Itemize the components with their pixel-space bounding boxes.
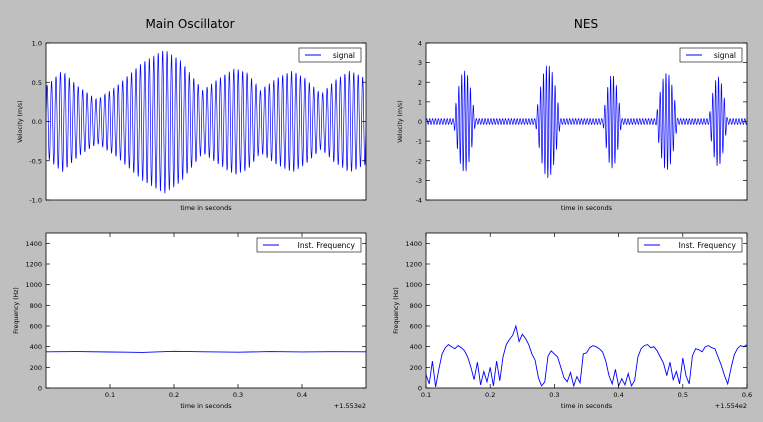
x-tick-label: 0.3 (549, 391, 560, 399)
y-tick-label: -3 (415, 176, 422, 185)
y-tick-label: -4 (415, 196, 422, 205)
legend-label: Inst. Frequency (297, 241, 355, 250)
y-tick-label: 0.5 (31, 78, 42, 87)
y-tick-label: 1200 (25, 260, 42, 269)
nes-signal-panel (397, 40, 747, 213)
x-offset-label: +1.554e2 (714, 402, 747, 410)
legend-label: Inst. Frequency (678, 241, 736, 250)
y-tick-label: 0 (37, 384, 42, 393)
y-tick-label: 400 (409, 343, 422, 352)
panel-title-nes: NES (573, 17, 599, 31)
y-tick-label: 1400 (25, 239, 42, 248)
y-tick-label: 3 (417, 59, 422, 68)
y-tick-label: 200 (409, 363, 422, 372)
y-tick-label: 1400 (405, 239, 422, 248)
y-tick-label: 200 (29, 363, 42, 372)
y-tick-label: 1000 (405, 281, 422, 290)
y-tick-label: 1.0 (31, 39, 42, 48)
legend-label: signal (713, 51, 736, 60)
x-tick-label: 0.4 (296, 391, 308, 399)
x-tick-label: 0.4 (613, 391, 624, 399)
x-tick-label: 0.1 (104, 391, 116, 399)
plot-area (46, 233, 366, 388)
x-axis-label: time in seconds (180, 402, 232, 410)
x-tick-label: 0.3 (232, 391, 244, 399)
y-axis-label: Frequency (Hz) (393, 287, 400, 334)
y-tick-label: 1200 (405, 260, 422, 269)
y-tick-label: 0 (417, 118, 422, 126)
x-axis-label: time in seconds (560, 204, 613, 212)
y-tick-label: 4 (417, 39, 422, 48)
x-axis-label: time in seconds (560, 402, 613, 410)
x-tick-label: 0.5 (677, 391, 688, 399)
y-tick-label: 0.0 (31, 118, 42, 126)
legend-label: signal (332, 51, 355, 60)
y-axis-label: Velocity (m/s) (17, 100, 24, 143)
main-signal-panel (17, 40, 366, 213)
y-tick-label: 600 (409, 322, 422, 331)
nes-frequency-panel (393, 233, 752, 410)
y-tick-label: 1 (417, 98, 422, 107)
y-tick-label: -1.0 (29, 196, 42, 205)
main-frequency-panel (13, 233, 366, 410)
y-tick-label: -0.5 (29, 157, 42, 166)
y-tick-label: 800 (409, 301, 422, 310)
panel-title-main-oscillator: Main Oscillator (145, 17, 235, 31)
y-tick-label: 2 (417, 78, 422, 87)
x-tick-label: 0.1 (420, 391, 432, 399)
y-axis-label: Velocity (m/s) (397, 100, 404, 143)
y-tick-label: 800 (29, 301, 42, 310)
y-axis-label: Frequency (Hz) (13, 287, 20, 334)
x-tick-label: 0.6 (741, 391, 753, 399)
x-axis-label: time in seconds (180, 204, 232, 212)
x-offset-label: +1.553e2 (333, 402, 366, 410)
y-tick-label: -1 (415, 137, 422, 146)
series-line (46, 351, 366, 352)
y-tick-label: -2 (415, 157, 422, 166)
y-tick-label: 400 (29, 343, 42, 352)
y-tick-label: 600 (29, 322, 42, 331)
x-tick-label: 0.2 (168, 391, 180, 399)
y-tick-label: 1000 (25, 281, 42, 290)
y-tick-label: 0 (417, 384, 422, 393)
x-tick-label: 0.2 (485, 391, 496, 399)
plot-area (426, 233, 747, 388)
